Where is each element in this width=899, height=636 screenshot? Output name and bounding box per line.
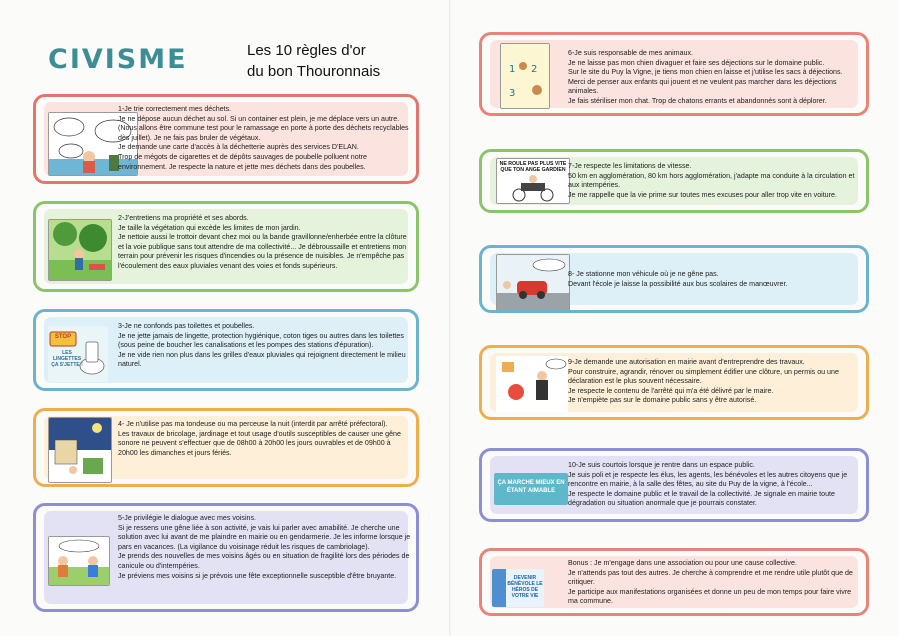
rule-card-10: [479, 448, 869, 522]
courtesy-slogan: ÇA MARCHE MIEUX EN ÉTANT AIMABLE: [497, 480, 565, 494]
garden-maintenance-illustration: [48, 219, 112, 281]
rule-text-9: 9-Je demande une autorisation en mairie avant d'entreprendre des travaux. Pour construire, agrandir, rénover ou simplement édifier une clôture, un permis ou une déclaration est le plus souvent nécessaire. Je respecte le contenu de l'arrêté qui m'a été délivré par le maire. Je n'empiète pas sur le domaine public sans y être autorisé.: [568, 358, 839, 405]
rule-text-4: 4- Je n'utilise pas ma tondeuse ou ma perceuse la nuit (interdit par arrêté préfectoral). Les travaux de bricolage, jardinage et tout usage d'outils susceptibles de causer une gêne sonore ne peuvent s'effectuer que de 08h00 à 20h00 les jours ouvrables et de 09h00 à 20h00 les dimanches et jours fériés.: [118, 420, 401, 457]
pet-responsibility-illustration: [500, 43, 550, 109]
rule-card-5: [33, 503, 419, 612]
rule-card-2: [33, 201, 419, 292]
parking-illustration: [496, 254, 570, 312]
courtesy-illustration: [494, 473, 568, 505]
rule-text-8: 8- Je stationne mon véhicule où je ne gêne pas. Devant l'école je laisse la possibilité aux bus scolaires de manœuvrer.: [568, 270, 788, 288]
rule-text-7: 7-Je respecte les limitations de vitesse. 50 km en agglomération, 80 km hors agglomération, j'adapte ma conduite à la circulation et aux intempéries. Je me rappelle que la vie prime sur toutes mes excuses pour aller trop vite en voiture.: [568, 162, 855, 199]
rule-text-6: 6-Je suis responsable de mes animaux. Je ne laisse pas mon chien divaguer et faire ses déjections sur le domaine public. Sur le site du Puy la Vigne, je tiens mon chien en laisse et j'utilise les sacs à déjections. Merci de penser aux enfants qui jouent et ne veulent pas marcher dans les déjections animales. Je fais stériliser mon chat. Trop de chatons errants et abandonnés sont à déplorer.: [568, 49, 843, 105]
svg-text:1: 1: [509, 64, 516, 75]
neighbours-dialogue-illustration: [48, 536, 110, 586]
rule-text-1: 1-Je trie correctement mes déchets. Je ne dépose aucun déchet au sol. Si un container est plein, je me déplace vers un autre. (Nous allons être commune test pour le ramassage en porte à porte des déchets recyclables dès juillet). Je ne fais pas bruler de végétaux. Je demande une carte d'accès à la déchetterie auprès des services D'ELAN. Trop de mégots de cigarettes et de dépôts sauvages de poubelle polluent notre environnement. Je respecte la nature et jette mes déchets dans des poubelles.: [118, 105, 409, 171]
rule-card-bonus: [479, 548, 869, 616]
logo-civisme: CIVISME: [48, 44, 188, 75]
rule-card-7: [479, 149, 869, 213]
rule-text-3: 3-Je ne confonds pas toilettes et poubelles. Je ne jette jamais de lingette, protection hygiénique, coton tiges ou autres dans les toilettes (sous peine de boucher les canalisations et les pompes des stations d'épuration). Je ne vide rien non plus dans les grilles d'eaux pluviales qui rejoignent directement le milieu naturel.: [118, 322, 406, 369]
page-title: Les 10 règles d'or du bon Thouronnais: [247, 42, 381, 80]
speed-slogan: NE ROULE PAS PLUS VITE QUE TON ANGE GARDIEN: [499, 161, 567, 173]
volunteer-slogan: DEVENIR BÉNÉVOLE LE HÉROS DE VOTRE VIE: [507, 575, 543, 599]
svg-text:2: 2: [531, 64, 538, 75]
rule-text-2: 2-J'entretiens ma propriété et ses abords. Je taille la végétation qui excède les limites de mon jardin. Je nettoie aussi le trottoir devant chez moi ou la bande gravillonne/enherbée entre la clôture et la voie publique sans tout attendre de ma collectivité... Je débroussaille et entretiens mon terrain pour prévenir les risques d'incendies ou la présence de nuisibles. Je n'empêche pas l'écoulement des eaux pluviales venant des voies et fonds supérieurs.: [118, 214, 407, 270]
rule-card-9: [479, 345, 869, 420]
page-fold: [449, 0, 451, 636]
stop-label: STOP: [54, 334, 72, 340]
building-permit-illustration: [496, 356, 568, 412]
rule-card-4: [33, 408, 419, 487]
rule-card-1: [33, 94, 419, 184]
rule-card-3: [33, 309, 419, 391]
noise-night-illustration: [48, 417, 112, 483]
rule-text-bonus: Bonus : Je m'engage dans une association ou pour une cause collective. Je n'attends pas tout des autres. Je cherche à comprendre et me rendre utile plutôt que de critiquer. Je participe aux manifestations organisées et donne un peu de mon temps pour faire vivre ma commune.: [568, 559, 853, 606]
wipes-toilet-illustration: [48, 326, 108, 382]
rule-card-6: [479, 32, 869, 116]
rule-card-8: [479, 245, 869, 313]
speed-limit-illustration: [496, 158, 570, 204]
volunteer-illustration: [492, 569, 544, 607]
rule-text-10: 10-Je suis courtois lorsque je rentre dans un espace public. Je suis poli et je respecte les élus, les agents, les bénévoles et les autres citoyens que je rencontre en mairie, à la salle des fêtes, au site du Puy de la vigne, à l'école... Je respecte le domaine public et le travail de la collectivité. Je signale en mairie toute dégradation ou situation anormale que je pourrais constater.: [568, 461, 848, 508]
wipes-slogan: LES LINGETTES ÇA S'JETTE !: [51, 350, 83, 368]
rule-text-5: 5-Je privilégie le dialogue avec mes voisins. Si je ressens une gêne liée à son activité, je vais lui parler avec amabilité. Je cherche une solution avec lui avant de me plaindre en mairie ou en gendarmerie. Je les informe lorsque je pars en vacances. (La vigilance du voisinage réduit les risques de cambriolage). Je prends des nouvelles de mes voisins âgés ou en situation de fragilité lors des périodes de canicule ou d'intempéries. Je préviens mes voisins si je prévois une fête exceptionnelle susceptible d'être bruyante.: [118, 514, 411, 580]
svg-text:3: 3: [509, 88, 516, 99]
